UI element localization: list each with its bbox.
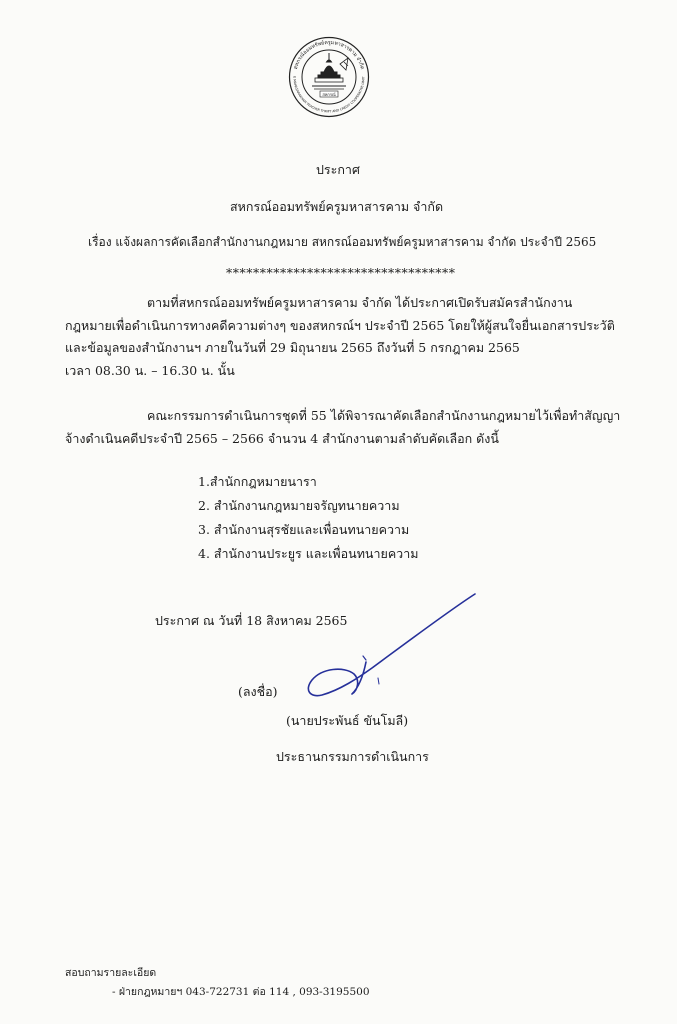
list-item: 4. สำนักงานประยูร และเพื่อนทนายความ bbox=[198, 546, 419, 561]
contact-info: - ฝ่ายกฎหมายฯ 043-722731 ต่อ 114 , 093-3195500 bbox=[112, 986, 370, 998]
paragraph-1-line: และข้อมูลของสำนักงานฯ ภายในวันที่ 29 มิถุนายน 2565 ถึงวันที่ 5 กรกฎาคม 2565 bbox=[65, 340, 520, 355]
paragraph-1-line: เวลา 08.30 น. – 16.30 น. นั้น bbox=[65, 362, 235, 378]
inquiry-label: สอบถามรายละเอียด bbox=[65, 967, 157, 979]
paragraph-1-line: ตามที่สหกรณ์ออมทรัพย์ครูมหาสารคาม จำกัด ได้ประกาศเปิดรับสมัครสำนักงาน bbox=[147, 295, 573, 310]
list-item: 2. สำนักงานกฎหมายจรัญทนายความ bbox=[198, 498, 400, 513]
announcement-subject: เรื่อง แจ้งผลการคัดเลือกสำนักงานกฎหมาย สหกรณ์ออมทรัพย์ครูมหาสารคาม จำกัด ประจำปี 2565 bbox=[88, 235, 597, 249]
paragraph-2-line: จ้างดำเนินคดีประจำปี 2565 – 2566 จำนวน 4 สำนักงานตามลำดับคัดเลือก ดังนี้ bbox=[65, 430, 499, 446]
body-paragraph-2 bbox=[65, 405, 621, 450]
body-paragraph-1 bbox=[65, 292, 615, 382]
paragraph-1-line: กฎหมายเพื่อดำเนินการทางคดีความต่างๆ ของสหกรณ์ฯ ประจำปี 2565 โดยให้ผู้สนใจยื่นเอกสารประวัติ bbox=[65, 317, 615, 333]
signed-label: (ลงชื่อ) bbox=[238, 684, 278, 699]
logo-ring-text-bottom: E MAHASARAKHAM TEACHER THRIFT AND CREDIT COOPERATIVE LIMIT bbox=[292, 76, 366, 114]
list-item: 3. สำนักงานสุรชัยและเพื่อนทนายความ bbox=[198, 522, 410, 537]
list-item: 1.สำนักกฎหมายนารา bbox=[198, 474, 317, 489]
divider-asterisks: ********************************** bbox=[226, 265, 456, 280]
organization-name: สหกรณ์ออมทรัพย์ครูมหาสารคาม จำกัด bbox=[230, 199, 444, 214]
announcement-date: ประกาศ ณ วันที่ 18 สิงหาคม 2565 bbox=[155, 613, 348, 628]
signer-title: ประธานกรรมการดำเนินการ bbox=[276, 749, 429, 764]
handwritten-signature bbox=[300, 590, 490, 710]
logo-ring-text-top: สหกรณ์ออมทรัพย์ครูมหาสารคาม จำกัด bbox=[292, 39, 366, 71]
paragraph-2-line: คณะกรรมการดำเนินการชุดที่ 55 ได้พิจารณาคัดเลือกสำนักงานกฎหมายไว้เพื่อทำสัญญา bbox=[147, 408, 621, 423]
logo-emblem-text: สหกรณ์ bbox=[322, 91, 336, 97]
signer-name: (นายประพันธ์ ขันโมลี) bbox=[286, 713, 409, 728]
cooperative-logo bbox=[288, 36, 370, 118]
announcement-title: ประกาศ bbox=[316, 162, 360, 177]
